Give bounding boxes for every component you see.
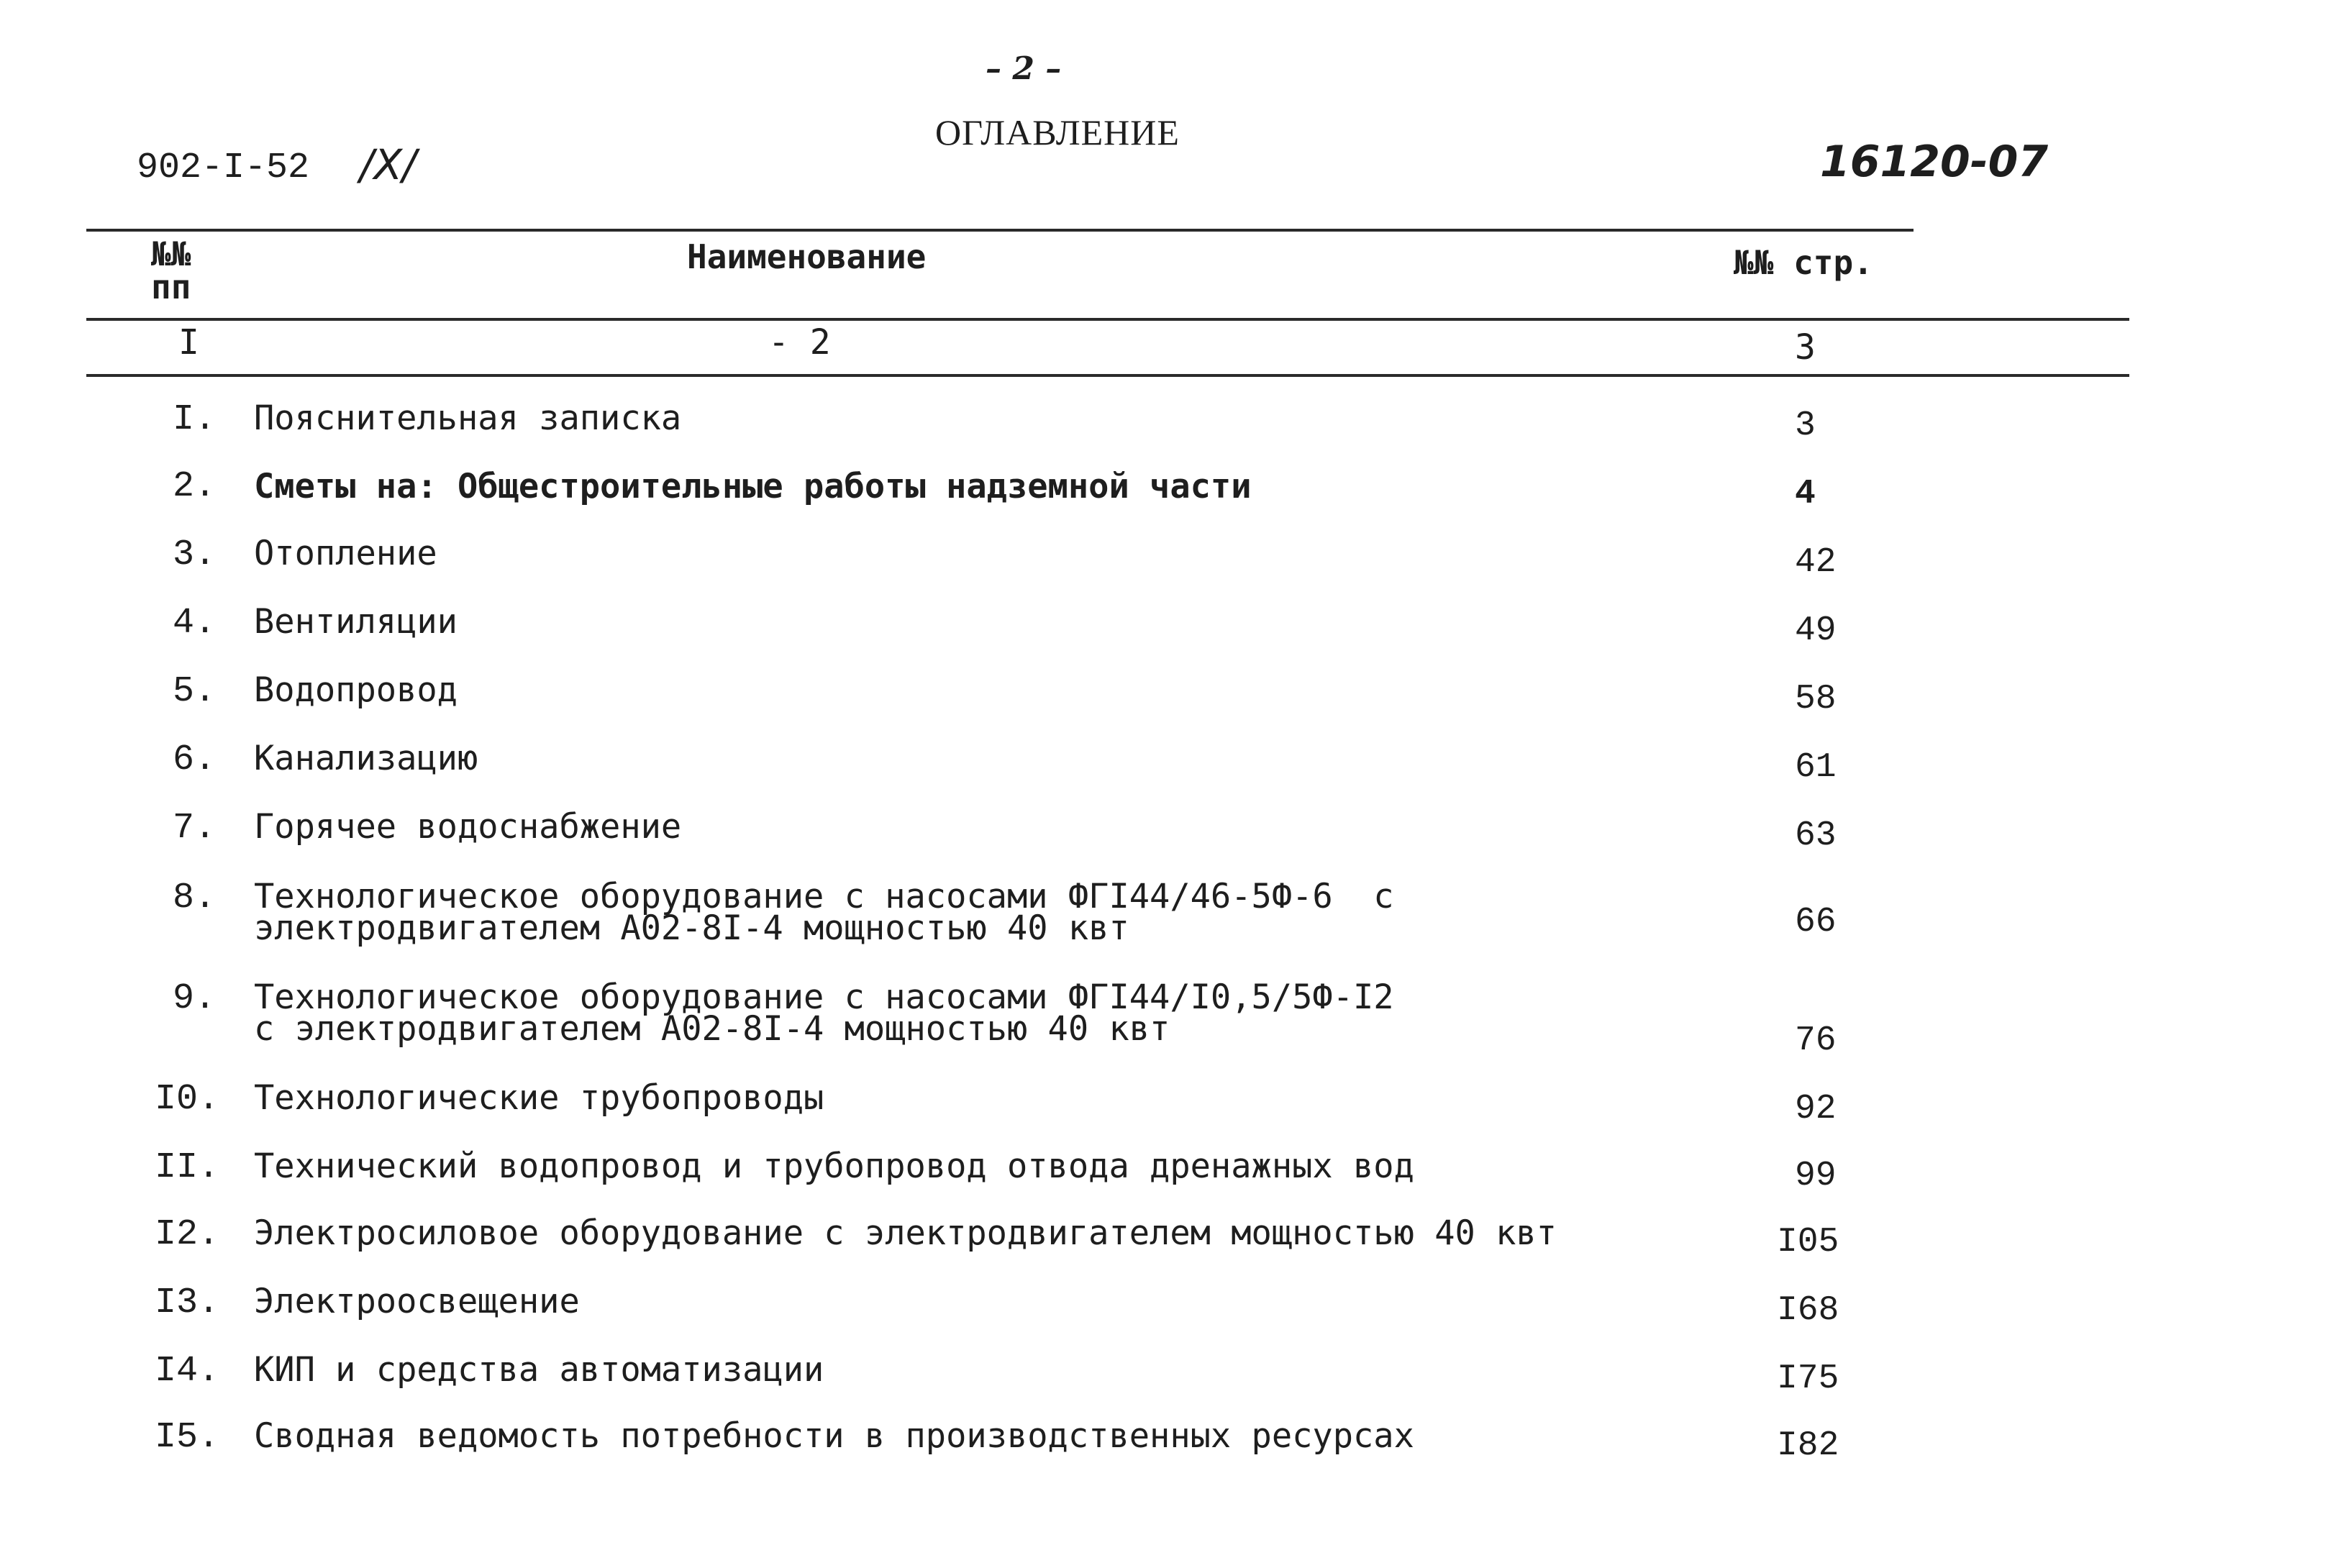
row-number: 8.	[173, 878, 217, 919]
row-page: 92	[1795, 1090, 1837, 1129]
row-page: 99	[1795, 1157, 1837, 1195]
row-page: 63	[1795, 816, 1837, 855]
row-number: I2.	[155, 1214, 220, 1255]
column-number-3: 3	[1795, 327, 1816, 368]
row-number: I0.	[155, 1079, 220, 1120]
row-number: 4.	[173, 603, 217, 644]
row-number: 6.	[173, 739, 217, 780]
row-page: I82	[1777, 1426, 1839, 1465]
row-title: Вентиляции	[254, 602, 458, 642]
row-page: 58	[1795, 680, 1837, 719]
row-page: I05	[1777, 1223, 1839, 1262]
row-number: I5.	[155, 1417, 220, 1458]
document-number: 16120-07	[1820, 137, 2049, 187]
row-page: 66	[1795, 903, 1837, 942]
document-title: ОГЛАВЛЕНИЕ	[935, 112, 1180, 152]
row-title: Электроосвещение	[254, 1282, 580, 1321]
document-code: 902-I-52	[137, 147, 310, 188]
row-number: 3.	[173, 534, 217, 575]
table-header-rule	[86, 318, 2129, 321]
row-title: Водопровод	[254, 670, 458, 710]
row-number: 7.	[173, 808, 217, 849]
column-header-number	[151, 234, 191, 306]
row-title: Электросиловое оборудование с электродвигателем мощностью 40 квт	[254, 1213, 1557, 1253]
row-title: Технологические трубопроводы	[254, 1078, 824, 1118]
row-title: Сводная ведомость потребности в производственных ресурсах	[254, 1416, 1414, 1456]
table-top-rule	[86, 229, 1914, 232]
row-title: КИП и средства автоматизации	[254, 1350, 824, 1390]
row-number: 9.	[173, 978, 217, 1019]
row-page: 61	[1795, 748, 1837, 787]
document-code-mark: /X/	[360, 140, 417, 189]
row-number: I3.	[155, 1282, 220, 1323]
row-title: Пояснительная записка	[254, 398, 682, 438]
row-number: I.	[173, 399, 217, 440]
row-number: 5.	[173, 671, 217, 712]
row-title: Сметы на: Общестроительные работы надземной части	[254, 467, 1252, 506]
row-title: Технологическое оборудование с насосами ФГI44/46-5Ф-6 с электродвигателем А02-8I-4 мощностью 40 квт	[254, 877, 1394, 948]
row-page: 42	[1795, 543, 1837, 582]
row-page: I75	[1777, 1359, 1839, 1398]
column-number-1: I	[178, 322, 199, 363]
row-number: I4.	[155, 1351, 220, 1392]
row-page: I68	[1777, 1291, 1839, 1330]
row-number: 2.	[173, 466, 217, 507]
row-page: 4	[1795, 475, 1816, 514]
page-number: – 2 –	[986, 50, 1062, 87]
column-header-name: Наименование	[687, 237, 927, 276]
row-title: Технический водопровод и трубопровод отвода дренажных вод	[254, 1147, 1414, 1186]
column-header-number-label: №№ пп	[151, 234, 191, 306]
row-title: Канализацию	[254, 739, 478, 778]
column-header-page: №№ стр.	[1734, 243, 1873, 282]
row-page: 3	[1795, 406, 1816, 445]
row-page: 49	[1795, 611, 1837, 650]
row-page: 76	[1795, 1021, 1837, 1060]
row-number: II.	[155, 1147, 220, 1188]
row-title: Отопление	[254, 534, 437, 573]
row-title: Горячее водоснабжение	[254, 807, 682, 847]
row-title: Технологическое оборудование с насосами ФГI44/I0,5/5Ф-I2 с электродвигателем А02-8I-4 мощностью 40 квт	[254, 977, 1394, 1049]
table-column-number-rule	[86, 374, 2129, 377]
column-number-2: - 2	[768, 322, 831, 363]
